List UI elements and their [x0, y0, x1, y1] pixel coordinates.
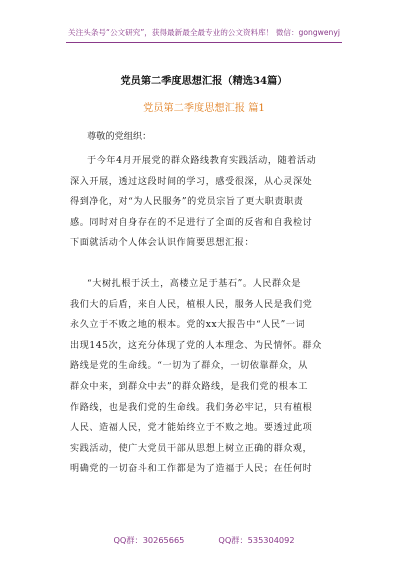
paragraph-2	[70, 274, 336, 480]
paragraph-line: 永久立于不败之地的根本。党的xx大报告中“人民”一词	[70, 320, 306, 331]
header-promo-note: 关注头条号“公文研究”，获得最新最全最专业的公文资料库！ 微信：gongwenyj	[68, 28, 340, 37]
paragraph-line: 路线是党的生命线。“一切为了群众，一切依靠群众，从	[70, 361, 308, 372]
footer-qq-group-1: QQ群：30265665	[113, 535, 185, 545]
document-title: 党员第二季度思想汇报（精选34篇）	[120, 75, 288, 87]
paragraph-1	[70, 151, 336, 254]
greeting: 尊敬的党组织：	[87, 131, 152, 142]
footer-qq-group-2: QQ群：535304092	[218, 535, 295, 545]
paragraph-line: 感。同时对自身存在的不足进行了全面的反省和自我检讨	[70, 217, 313, 228]
paragraph-line: 得到净化，对“为人民服务”的党员宗旨了更大职责职责	[70, 197, 304, 208]
paragraph-line: 作路线，也是我们党的生命线。我们务必牢记，只有植根	[70, 402, 313, 413]
paragraph-line: 深入开展，透过这段时间的学习，感受很深，从心灵深处	[70, 176, 313, 187]
footer-contact	[0, 535, 408, 546]
section-heading: 党员第二季度思想汇报 篇1	[143, 103, 265, 114]
paragraph-line: 下面就活动个人体会认识作简要思想汇报：	[70, 238, 255, 249]
paragraph-line: “大树扎根于沃土，高楼立足于基石”。人民群众是	[87, 279, 302, 289]
paragraph-line: 出现145次，这充分体现了党的人本理念、为民情怀。群众	[70, 340, 322, 351]
paragraph-line: 我们大的后盾，来自人民，植根人民，服务人民是我们党	[70, 299, 313, 310]
paragraph-line: 实践活动，使广大党员干部从思想上树立正确的群众观，	[70, 443, 313, 454]
header-divider	[66, 42, 342, 43]
paragraph-line: 人民、造福人民，党才能始终立于不败之地。要透过此项	[70, 423, 313, 434]
paragraph-line: 明确党的一切奋斗和工作都是为了造福于人民；在任何时	[70, 464, 313, 475]
paragraph-line: 于今年4月开展党的群众路线教育实践活动，随着活动	[87, 156, 317, 166]
paragraph-line: 群众中来，到群众中去”的群众路线，是我们党的根本工	[70, 381, 308, 392]
